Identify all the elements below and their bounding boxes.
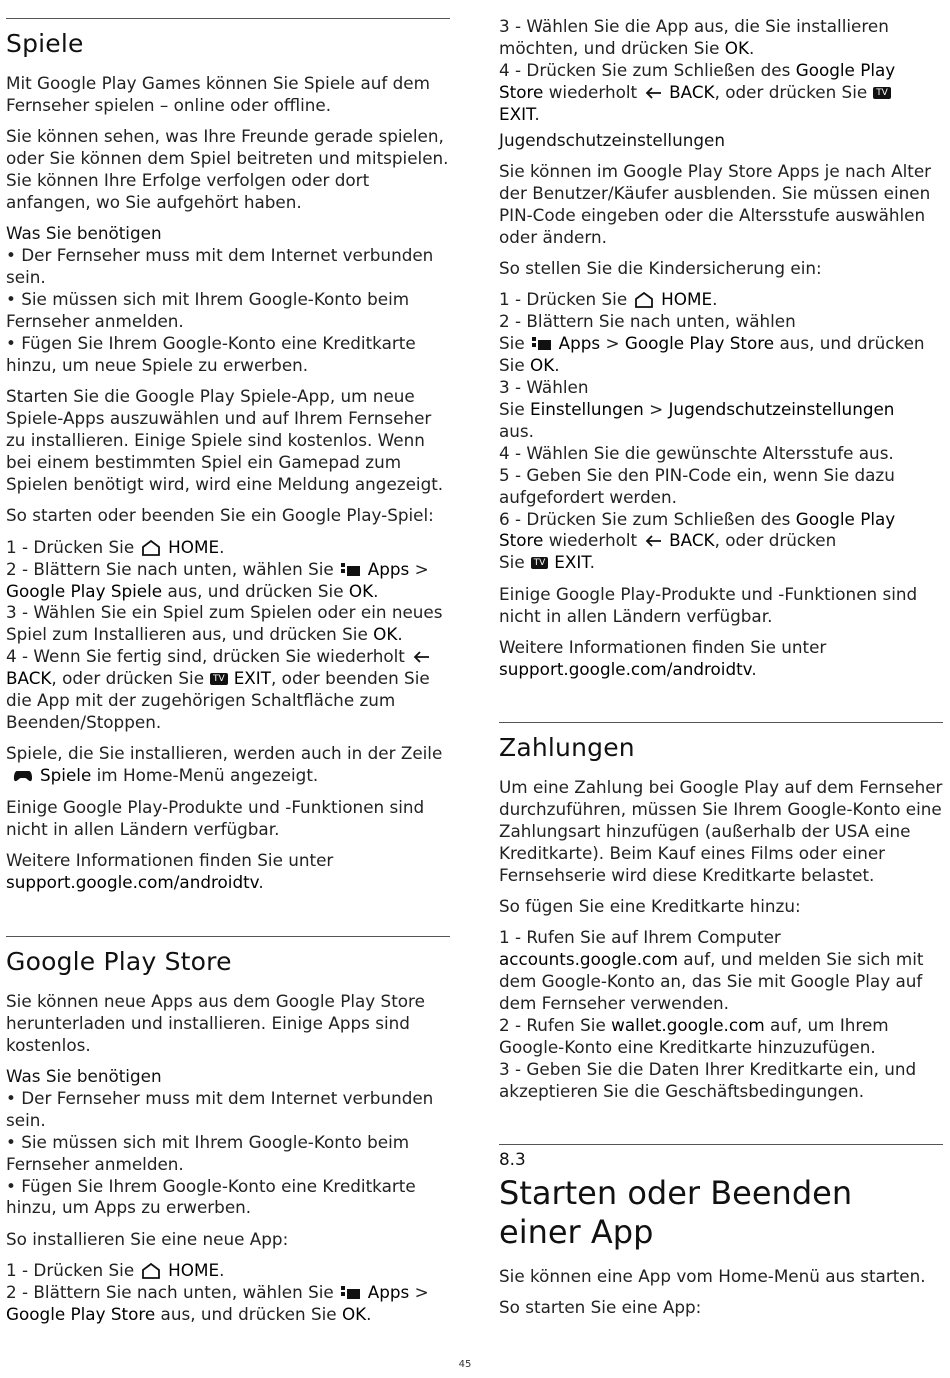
home-icon — [140, 1262, 162, 1280]
home-icon — [633, 291, 655, 309]
paragraph: Mit Google Play Games können Sie Spiele auf dem Fernseher spielen – online oder offline. — [6, 73, 430, 115]
steps-continued — [499, 16, 943, 126]
step-1: 1 - Drücken Sie HOME. — [6, 1260, 225, 1281]
chapter-divider — [499, 1144, 943, 1145]
step-3: 3 - Geben Sie die Daten Ihrer Kreditkarte ein, und akzeptieren Sie die Geschäftsbedingungen. — [499, 1058, 917, 1101]
payment-steps — [499, 927, 943, 1102]
paragraph: Sie können sehen, was Ihre Freunde gerade spielen, oder Sie können dem Spiel beitreten und mitspielen. Sie können Ihre Erfolge verfolgen oder dort anfangen, wo Sie aufgehört haben. — [6, 126, 449, 213]
back-arrow-icon — [411, 649, 431, 665]
paragraph: So starten Sie eine App: — [499, 1296, 702, 1317]
requirements — [6, 223, 450, 376]
apps-icon — [531, 336, 553, 352]
apps-icon — [340, 562, 362, 578]
tv-icon: TV — [210, 673, 228, 685]
section-divider — [6, 936, 450, 937]
support-link[interactable]: support.google.com/androidtv — [499, 658, 752, 679]
paragraph: Einige Google Play-Produkte und -Funktionen sind nicht in allen Ländern verfügbar. — [499, 583, 918, 626]
requirements-heading: Was Sie benötigen — [6, 1066, 162, 1087]
left-column — [6, 0, 450, 1326]
back-arrow-icon — [643, 85, 663, 101]
requirements-heading: Was Sie benötigen — [6, 223, 162, 244]
requirement-item: • Sie müssen sich mit Ihrem Google-Konto beim Fernseher anmelden. — [6, 1131, 410, 1174]
tv-icon: TV — [873, 87, 891, 99]
support-link[interactable]: support.google.com/androidtv — [6, 871, 259, 892]
step-2: 2 - Blättern Sie nach unten, wählen Sie Apps > Google Play Store aus, und drücken Sie OK. — [6, 1282, 429, 1325]
paragraph: So fügen Sie eine Kreditkarte hinzu: — [499, 895, 801, 916]
step-6: 6 - Drücken Sie zum Schließen des Google Play Store wiederholt BACK, oder drücken Sie TV EXIT. — [499, 508, 896, 573]
requirement-item: • Fügen Sie Ihrem Google-Konto eine Kreditkarte hinzu, um neue Spiele zu erwerben. — [6, 332, 416, 375]
paragraph: Weitere Informationen finden Sie unter support.google.com/androidtv. — [499, 637, 827, 679]
paragraph: Einige Google Play-Produkte und -Funktionen sind nicht in allen Ländern verfügbar. — [6, 796, 425, 839]
step-3: 3 - Wählen Sie ein Spiel zum Spielen oder ein neues Spiel zum Installieren aus, und drücken Sie OK. — [6, 602, 443, 645]
step-4: 4 - Drücken Sie zum Schließen des Google Play Store wiederholt BACK, oder drücken Sie TV EXIT. — [499, 59, 896, 124]
step-4: 4 - Wenn Sie fertig sind, drücken Sie wiederholtBACK, oder drücken Sie TV EXIT, oder beenden Sie die App mit der zugehörigen Schaltfläche zum Beenden/Stoppen. — [6, 646, 430, 732]
section-divider — [499, 722, 943, 723]
home-icon — [140, 539, 162, 557]
requirements — [6, 1066, 450, 1219]
steps — [6, 537, 450, 734]
section-title-zahlungen: Zahlungen — [499, 732, 635, 762]
steps — [6, 1260, 450, 1326]
section-title-store: Google Play Store — [6, 946, 232, 976]
parental-steps — [499, 289, 943, 574]
step-1: 1 - Drücken Sie HOME. — [6, 536, 225, 557]
tv-icon: TV — [531, 557, 549, 569]
paragraph: Sie können neue Apps aus dem Google Play Store herunterladen und installieren. Einige Apps sind kostenlos. — [6, 990, 425, 1055]
paragraph: Weitere Informationen finden Sie unter support.google.com/androidtv. — [6, 850, 334, 892]
step-1: 1 - Drücken Sie HOME. — [499, 289, 718, 310]
paragraph: Sie können eine App vom Home-Menü aus starten. — [499, 1265, 926, 1286]
chapter-number: 8.3 — [499, 1148, 526, 1169]
step-3: 3 - Wählen Sie die App aus, die Sie installieren möchten, und drücken Sie OK. — [499, 16, 889, 58]
requirement-item: • Der Fernseher muss mit dem Internet verbunden sein. — [6, 245, 434, 288]
step-4: 4 - Wählen Sie die gewünschte Altersstufe aus. — [499, 442, 894, 463]
requirement-item: • Fügen Sie Ihrem Google-Konto eine Kreditkarte hinzu, um Apps zu erwerben. — [6, 1175, 416, 1218]
step-2: 2 - Rufen Sie wallet.google.com auf, um Ihrem Google-Konto eine Kreditkarte hinzuzufügen. — [499, 1014, 889, 1057]
requirement-item: • Der Fernseher muss mit dem Internet verbunden sein. — [6, 1087, 434, 1130]
paragraph: Um eine Zahlung bei Google Play auf dem Fernseher durchzuführen, müssen Sie Ihrem Google-Konto eine Zahlungsart hinzufügen (außerhalb der USA eine Kreditkarte). Beim Kauf eines Films oder einer Fernsehserie wird diese Kreditkarte belastet. — [499, 776, 943, 885]
parental-heading: Jugendschutzeinstellungen — [499, 129, 725, 150]
step-5: 5 - Geben Sie den PIN-Code ein, wenn Sie dazu aufgefordert werden. — [499, 464, 895, 507]
step-2: 2 - Blättern Sie nach unten, wählen Sie Apps > Google Play Store aus, und drücken Sie OK. — [499, 311, 925, 376]
gamepad-icon — [12, 768, 34, 784]
wallet-link[interactable]: wallet.google.com — [611, 1014, 765, 1035]
paragraph: Starten Sie die Google Play Spiele-App, um neue Spiele-Apps auszuwählen und auf Ihrem Fernseher zu installieren. Einige Spiele sind kostenlos. Wenn bei einem bestimmten Spiel ein Gamepad zum Spielen benötigt wird, wird eine Meldung angezeigt. — [6, 386, 444, 494]
chapter-title: Starten oder Beenden einer App — [499, 1173, 853, 1251]
section-divider — [6, 18, 450, 19]
step-3: 3 - Wählen Sie Einstellungen > Jugendschutzeinstellungen aus. — [499, 377, 895, 441]
page-number: 45 — [458, 1359, 472, 1370]
back-arrow-icon — [643, 533, 663, 549]
paragraph: Sie können im Google Play Store Apps je nach Alter der Benutzer/Käufer ausblenden. Sie müssen einen PIN-Code eingeben oder die Altersstufe auswählen oder ändern. — [499, 160, 932, 247]
requirement-item: • Sie müssen sich mit Ihrem Google-Konto beim Fernseher anmelden. — [6, 289, 410, 332]
right-column — [499, 0, 943, 1328]
step-1: 1 - Rufen Sie auf Ihrem Computer accounts.google.com auf, und melden Sie sich mit dem Google-Konto an, das Sie mit Google Play auf dem Fernseher verwenden. — [499, 927, 924, 1014]
apps-icon — [340, 1285, 362, 1301]
accounts-link[interactable]: accounts.google.com — [499, 949, 678, 970]
step-2: 2 - Blättern Sie nach unten, wählen Sie Apps > Google Play Spiele aus, und drücken Sie OK. — [6, 558, 429, 601]
paragraph: So stellen Sie die Kindersicherung ein: — [499, 258, 822, 279]
paragraph: So installieren Sie eine neue App: — [6, 1228, 289, 1249]
paragraph: So starten oder beenden Sie ein Google Play-Spiel: — [6, 505, 434, 526]
paragraph: Spiele, die Sie installieren, werden auch in der ZeileSpiele im Home-Menü angezeigt. — [6, 743, 443, 786]
section-title-spiele: Spiele — [6, 29, 84, 58]
